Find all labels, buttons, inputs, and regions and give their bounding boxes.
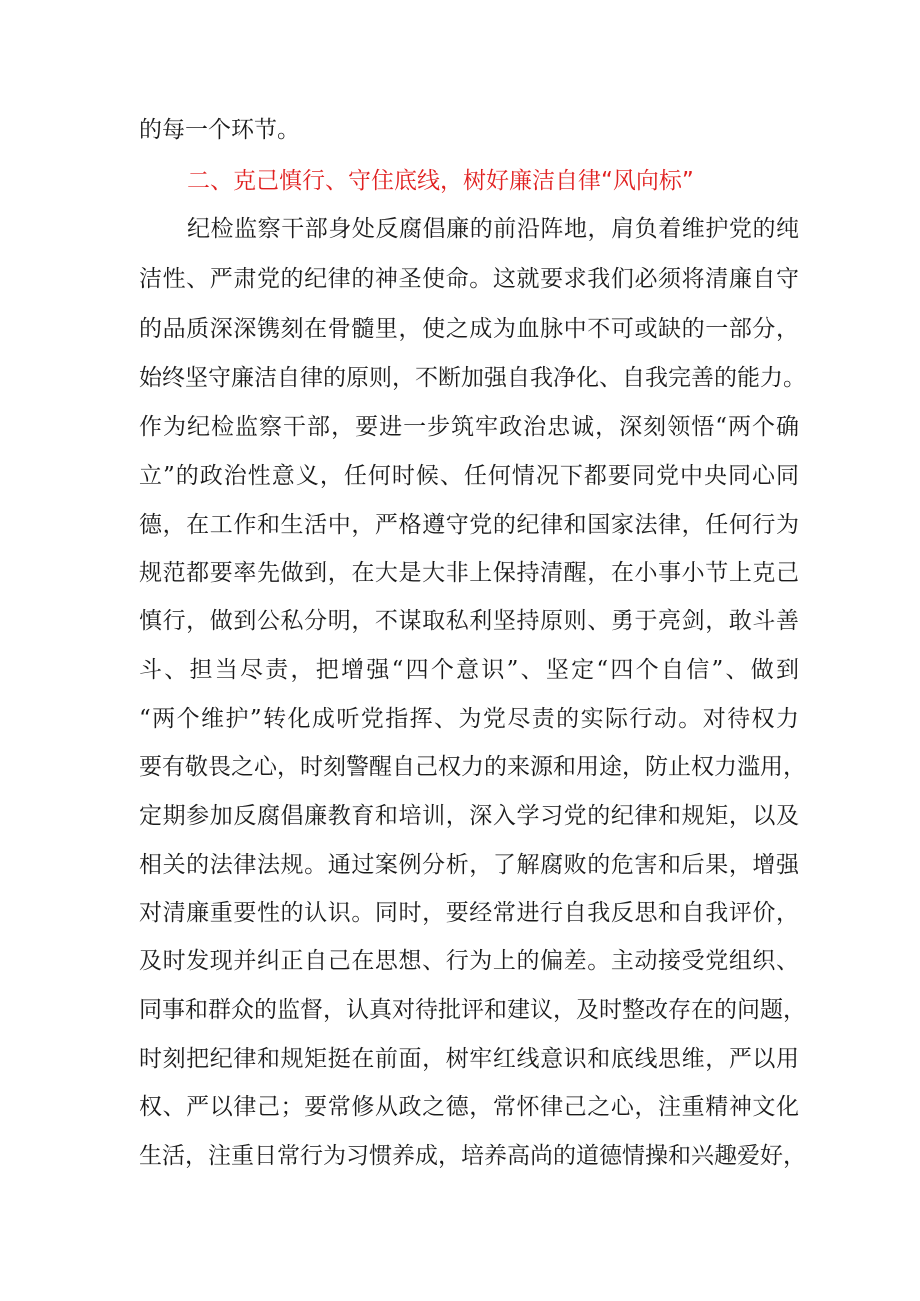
paragraph-line: 时刻把纪律和规矩挺在前面，树牢红线意识和底线思维，严以用 <box>139 1046 799 1072</box>
paragraph-line: 要有敬畏之心，时刻警醒自己权力的来源和用途，防止权力滥用， <box>139 754 806 780</box>
paragraph-line: 洁性、严肃党的纪律的神圣使命。这就要求我们必须将清廉自守 <box>139 266 799 292</box>
paragraph-line: 纪检监察干部身处反腐倡廉的前沿阵地，肩负着维护党的纯 <box>187 216 799 242</box>
section-heading: 二、克己慎行、守住底线，树好廉洁自律“风向标” <box>187 168 694 194</box>
paragraph-line: 始终坚守廉洁自律的原则，不断加强自我净化、自我完善的能力。 <box>139 365 806 391</box>
paragraph-line: 的品质深深镌刻在骨髓里，使之成为血脉中不可或缺的一部分， <box>139 316 799 342</box>
paragraph-line: 及时发现并纠正自己在思想、行为上的偏差。主动接受党组织、 <box>139 948 799 974</box>
paragraph-line: 规范都要率先做到，在大是大非上保持清醒，在小事小节上克己 <box>139 560 799 586</box>
paragraph-line: 权、严以律己；要常修从政之德，常怀律己之心，注重精神文化 <box>139 1094 799 1120</box>
paragraph-line: “两个维护”转化成听党指挥、为党尽责的实际行动。对待权力 <box>139 706 799 732</box>
paragraph-line: 德，在工作和生活中，严格遵守党的纪律和国家法律，任何行为 <box>139 512 799 538</box>
paragraph-line: 相关的法律法规。通过案例分析，了解腐败的危害和后果，增强 <box>139 852 799 878</box>
paragraph-line: 作为纪检监察干部，要进一步筑牢政治忠诚，深刻领悟“两个确 <box>139 414 799 440</box>
paragraph-line: 立”的政治性意义，任何时候、任何情况下都要同党中央同心同 <box>139 463 799 489</box>
paragraph-line: 慎行，做到公私分明，不谋取私利坚持原则、勇于亮剑，敢斗善 <box>139 608 799 634</box>
paragraph-line: 同事和群众的监督，认真对待批评和建议，及时整改存在的问题， <box>139 997 806 1023</box>
paragraph-line: 生活，注重日常行为习惯养成，培养高尚的道德情操和兴趣爱好， <box>139 1143 806 1169</box>
paragraph-line: 对清廉重要性的认识。同时，要经常进行自我反思和自我评价， <box>139 900 799 926</box>
lead-line: 的每一个环节。 <box>139 117 300 143</box>
paragraph-line: 定期参加反腐倡廉教育和培训，深入学习党的纪律和规矩，以及 <box>139 803 799 829</box>
paragraph-line: 斗、担当尽责，把增强“四个意识”、坚定“四个自信”、做到 <box>139 657 799 683</box>
